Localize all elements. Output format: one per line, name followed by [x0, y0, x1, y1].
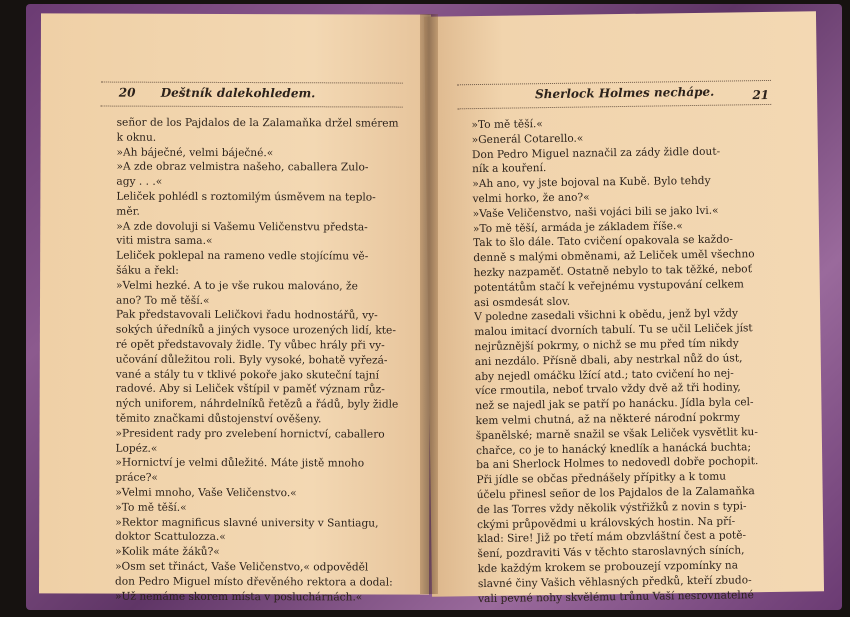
- text-line: ba ani Sherlock Holmes to nedovedl dobře pochopit.: [476, 455, 759, 472]
- text-line: Tak to šlo dále. Tato cvičení opakovala se každo-: [473, 233, 734, 250]
- text-line: šáku a řekl:: [116, 264, 179, 277]
- text-line: asi osmdesát slov.: [473, 295, 571, 309]
- text-line: de las Torres vždy několik výstřižků z novin s typi-: [476, 500, 747, 516]
- text-line: don Pedro Miguel místo dřevěného rektora a dodal:: [115, 575, 393, 589]
- text-line: doktor Scattulozza.«: [115, 530, 226, 544]
- text-line: Při jídle se občas přednášely přípitky a k tomu: [476, 470, 727, 487]
- text-line: »To mě těší, armáda je základem říše.«: [472, 219, 683, 235]
- text-line: V poledne zasedali všichni k obědu, jenž byl vždy: [474, 307, 739, 324]
- text-line: ani nezdálo. Přísně dbali, aby nestrkal nůž do úst,: [474, 352, 743, 368]
- right-page: [424, 11, 824, 605]
- text-line: ných uniforem, náhrdelníků řetězů a řádů, byly židle: [115, 397, 399, 411]
- left-page-body: [115, 116, 435, 605]
- text-line: denně s malými obměnami, až Leliček uměl všechno: [473, 248, 755, 265]
- text-line: vali pevné nohy skvělému trůnu Vaší nesrovnatelné: [478, 588, 754, 605]
- text-line: »Osm set třináct, Vaše Veličenstvo,« odpověděl: [115, 560, 369, 574]
- book-gutter: [420, 14, 438, 594]
- right-page-body: [471, 114, 796, 607]
- text-line: »Ah ano, vy jste bojoval na Kubě. Bylo tehdy: [472, 174, 711, 191]
- text-line: radové. Aby si Leliček vštípil v paměť význam růz-: [115, 382, 385, 396]
- text-line: těmito značkami důstojenství ověšeny.: [115, 412, 322, 426]
- text-line: sokých úředníků a jiných vysoce urozených lidí, kte-: [115, 323, 396, 337]
- left-page: [39, 13, 431, 603]
- text-line: ano? To mě těší.«: [115, 294, 210, 307]
- text-line: velmi horko, že ano?«: [472, 191, 590, 206]
- text-line: k oknu.: [116, 131, 157, 144]
- text-line: »A zde obraz velmistra našeho, caballera Zulo-: [116, 160, 369, 174]
- text-line: »Ah báječné, velmi báječné.«: [116, 146, 274, 159]
- text-line: Leliček poklepal na rameno vedle stojícímu vě-: [116, 249, 369, 263]
- text-line: »Kolik máte žáků?«: [115, 545, 220, 559]
- text-line: více rmoutila, neboť trvalo vždy dvě až tři hodiny,: [475, 381, 741, 398]
- text-line: malou imitací dvorních tabulí. Tu se učil Leliček jíst: [474, 322, 753, 339]
- text-line: šení, pozdraviti Vás v těchto staroslavných síních,: [477, 544, 745, 561]
- header-rule-bottom: [101, 106, 403, 108]
- right-page-number: 21: [752, 87, 770, 103]
- text-line: viti mistra sama.«: [116, 234, 213, 248]
- text-line: měr.: [116, 205, 140, 218]
- text-line: »Už nemáme skorem místa v posluchárnách.«: [114, 590, 363, 603]
- text-line: »President rady pro zvelebení hornictví, caballero: [115, 427, 385, 441]
- text-line: španělské; marně snažil se však Leliček vysvětlit ku-: [475, 425, 758, 442]
- text-line: »To mě těší.«: [115, 501, 187, 514]
- text-line: slavné činy Vašich věhlasných předků, kteří zbudo-: [477, 573, 752, 590]
- right-running-title: Sherlock Holmes nechápe.: [534, 84, 715, 102]
- text-line: Lopéz.«: [115, 442, 158, 455]
- text-line: »Vaše Veličenstvo, naši vojáci bili se jako lvi.«: [472, 204, 719, 220]
- text-line: účelu přinesl señor de los Pajdalos de la Zalamaňka: [476, 485, 755, 501]
- text-line: kde každým krokem se probouzejí vzpomínky na: [477, 559, 739, 575]
- text-line: »To mě těší.«: [471, 118, 543, 132]
- text-line: vané a stály tu v tklivé pokoře jako skuteční tajní: [115, 368, 380, 382]
- text-line: práce?«: [115, 471, 158, 484]
- text-line: Leliček pohlédl s roztomilým úsměvem na teplo-: [116, 190, 376, 204]
- text-line: »A zde dovoluji si Vašemu Veličenstvu předsta-: [116, 220, 368, 234]
- text-line: Don Pedro Miguel naznačil za zády židle dout-: [471, 145, 721, 161]
- text-line: »Rektor magnificus slavné university v Santiagu,: [115, 516, 379, 530]
- left-page-number: 20: [118, 85, 136, 100]
- right-page-header: [425, 71, 817, 112]
- text-line: klad: Sire! Již po třetí mám obzvláštní čest a potě-: [477, 529, 747, 546]
- text-line: señor de los Pajdalos de la Zalamaňka držel smérem: [116, 116, 399, 130]
- text-line: »Hornictví je velmi důležité. Máte jistě mnoho: [115, 456, 365, 470]
- text-line: ckými průpovědmi u královských hostin. Na pří-: [476, 514, 736, 531]
- text-line: než se najedl jak se patří po hanácku. Jídla byla cel-: [475, 396, 754, 413]
- text-line: hezky nazpaměť. Ostatně nebylo to tak těžké, neboť: [473, 263, 753, 280]
- text-line: ník a kouření.: [472, 162, 547, 176]
- header-rule-top: [101, 82, 403, 84]
- text-line: aby nejedl omáčku lžící atd.; tato cvičení ho nej-: [474, 367, 734, 383]
- header-rule-top: [457, 80, 771, 85]
- left-page-header: [41, 73, 431, 110]
- text-line: chařce, co je to hanácký knedlík a hanácká buchta;: [475, 440, 752, 457]
- text-line: ré opět představovaly židle. Ty vůbec hrály při vy-: [115, 338, 385, 352]
- text-line: nejrůznější pokrmy, o nichž se mu před tím nikdy: [474, 337, 739, 354]
- header-rule-bottom: [457, 104, 771, 109]
- text-line: potentátům stačí k veřejnému vystupování celkem: [473, 278, 744, 294]
- left-running-title: Deštník dalekohledem.: [160, 85, 316, 101]
- text-line: »Generál Cotarello.«: [471, 132, 584, 146]
- text-line: »Velmi hezké. A to je vše rukou malováno, že: [116, 279, 358, 293]
- text-line: učování důležitou roli. Byly vysoké, bohatě vyřezá-: [115, 353, 388, 367]
- text-line: »Velmi mnoho, Vaše Veličenstvo.«: [115, 486, 297, 500]
- text-line: agy . . .«: [116, 175, 163, 188]
- text-line: kem velmi chutná, až na některé národní pokrmy: [475, 411, 741, 428]
- text-line: Pak představovali Leličkovi řadu hodnostářů, vy-: [115, 308, 378, 322]
